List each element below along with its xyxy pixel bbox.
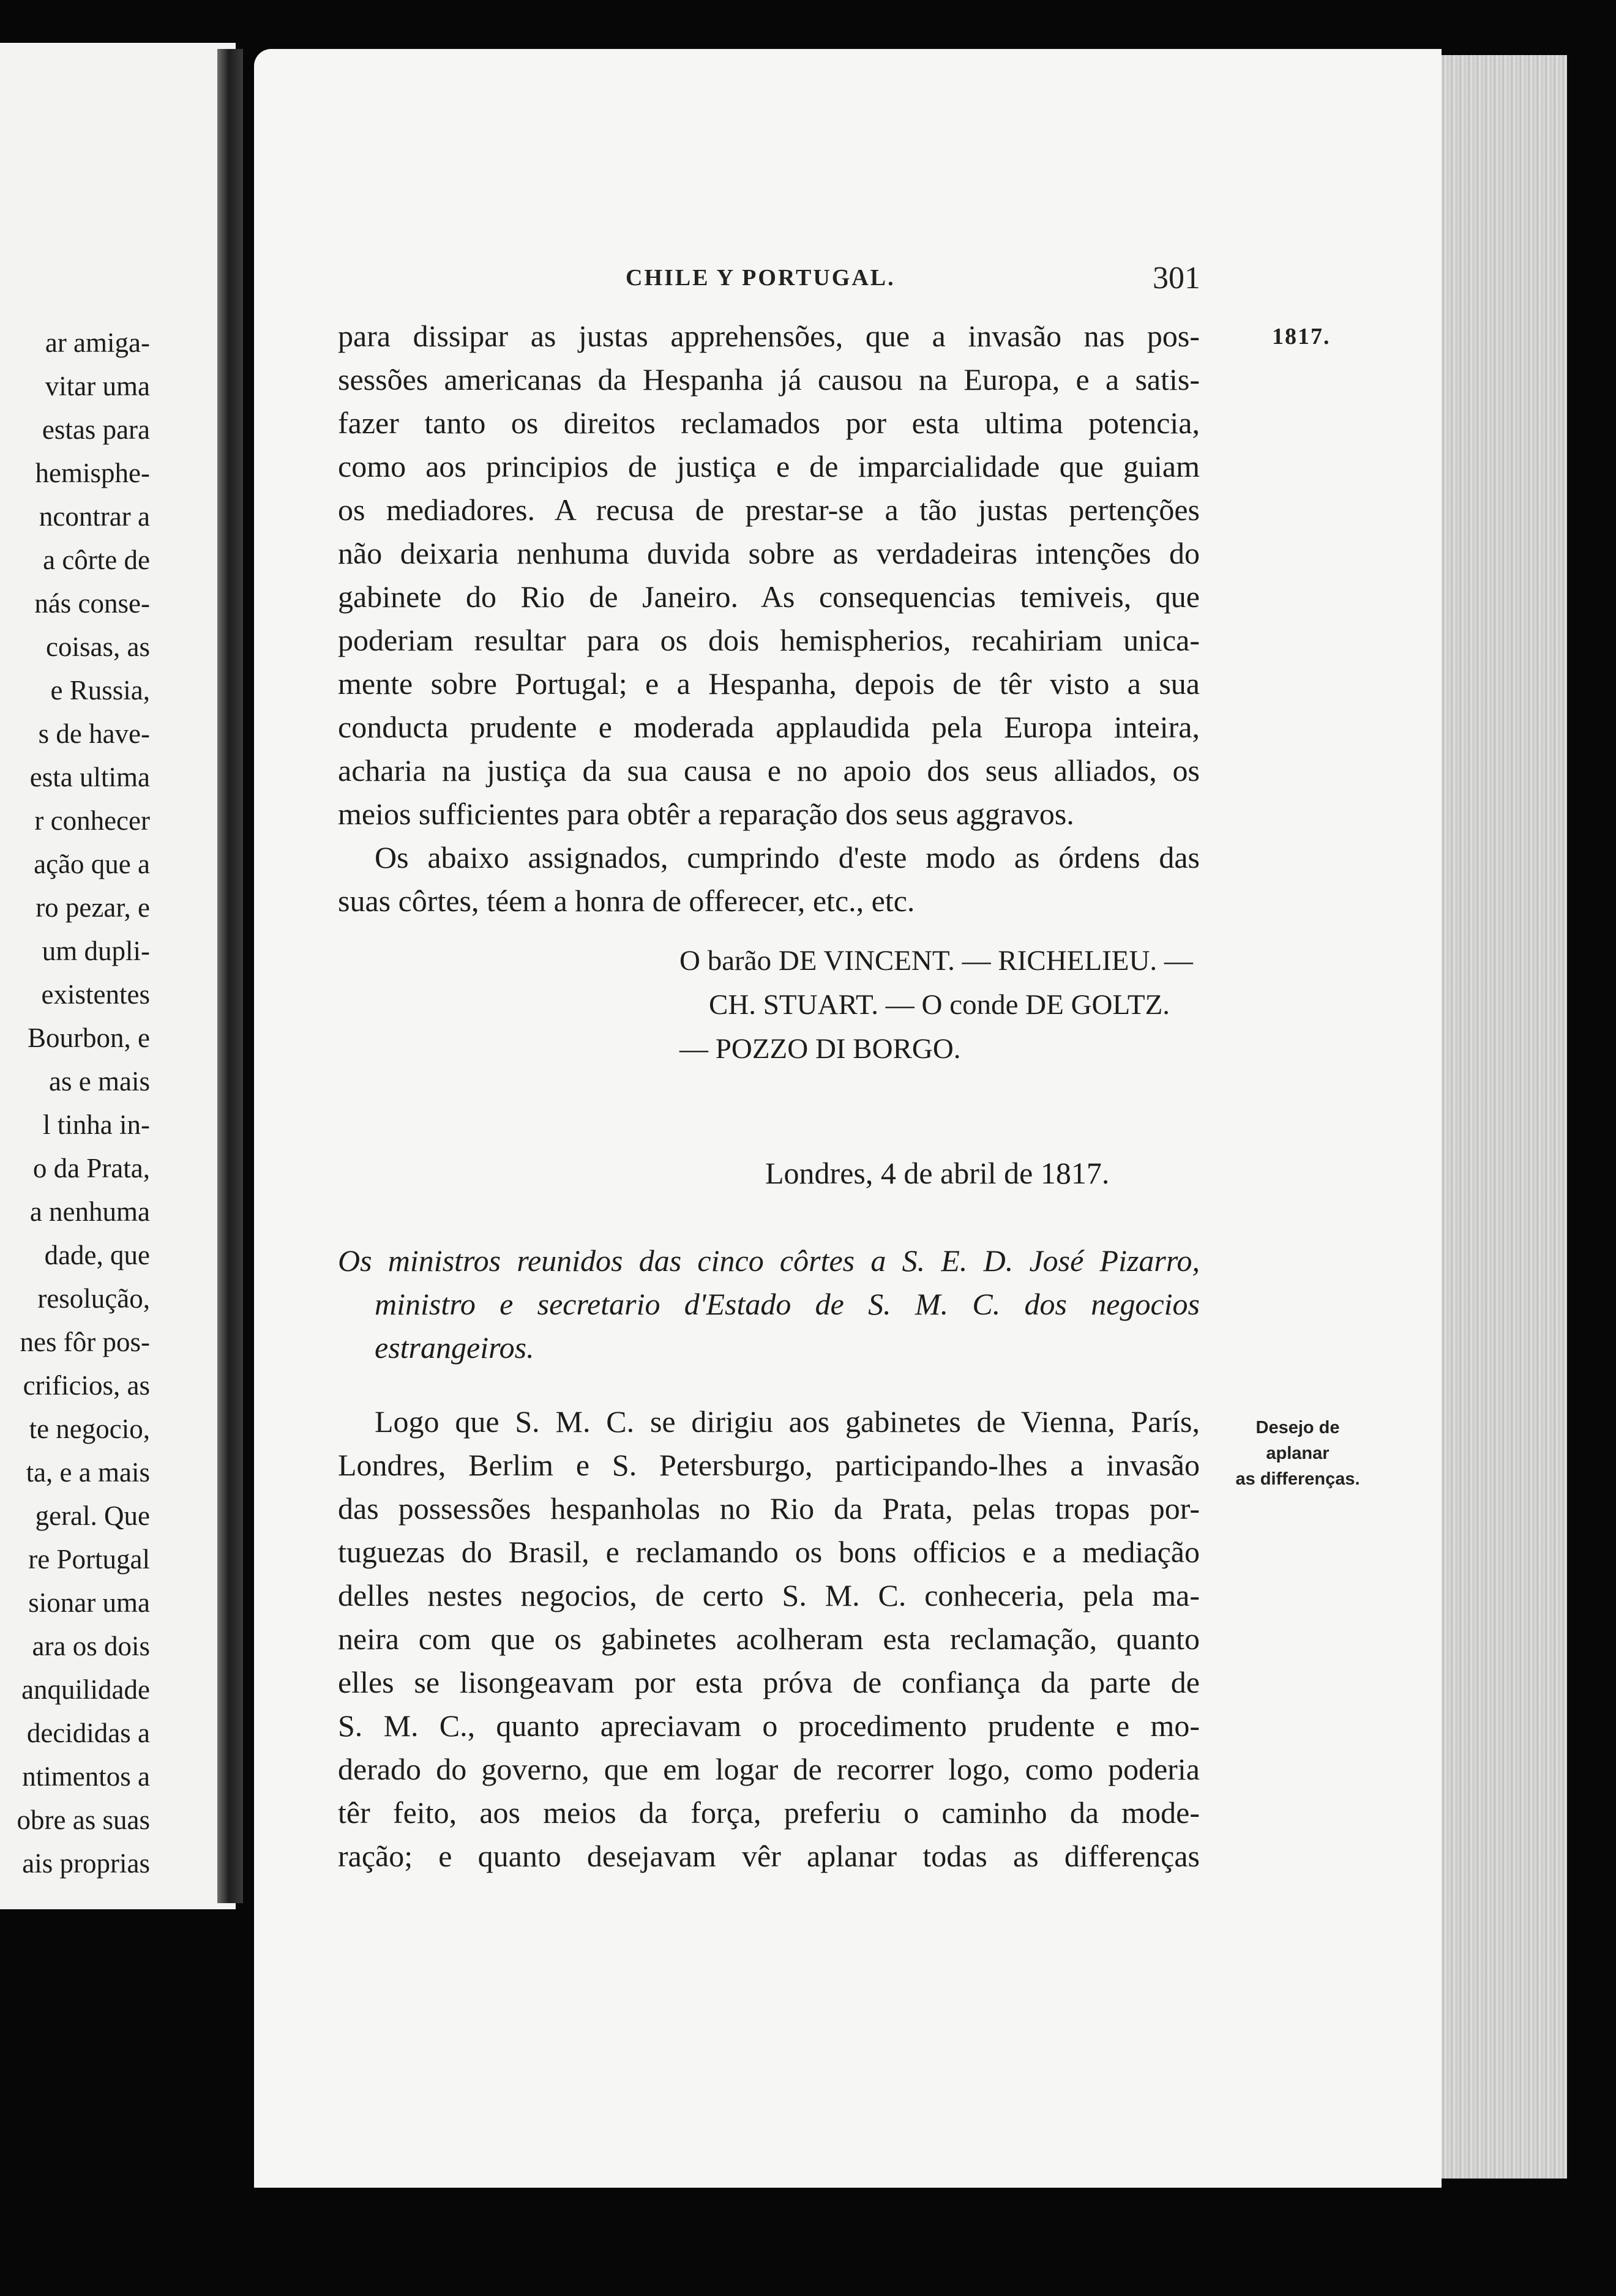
text-line: ração; e quanto desejavam vêr aplanar todas as differenças bbox=[338, 1839, 1200, 1873]
signature-line: — POZZO DI BORGO. bbox=[679, 1033, 961, 1065]
text-line: geral. Que bbox=[35, 1500, 150, 1531]
paragraph-2 bbox=[338, 836, 1200, 923]
text-line: a nenhuma bbox=[29, 1196, 150, 1227]
address-line: estrangeiros. bbox=[375, 1330, 534, 1365]
text-line: s de have- bbox=[38, 718, 150, 749]
text-line: poderiam resultar para os dois hemispherios, recahiriam unica- bbox=[338, 623, 1200, 657]
left-page-text bbox=[0, 321, 150, 1885]
text-line: S. M. C., quanto apreciavam o procedimento prudente e mo- bbox=[338, 1709, 1200, 1743]
text-line: ncontrar a bbox=[39, 501, 150, 532]
text-line: mente sobre Portugal; e a Hespanha, depois de têr visto a sua bbox=[338, 666, 1200, 701]
text-line: das possessões hespanholas no Rio da Prata, pelas tropas por- bbox=[338, 1491, 1200, 1526]
text-line: acharia na justiça da sua causa e no apoio dos seus alliados, os bbox=[338, 753, 1200, 788]
text-line: como aos principios de justiça e de imparcialidade que guiam bbox=[338, 449, 1200, 483]
margin-note-line: Desejo de aplanar bbox=[1255, 1418, 1340, 1463]
text-line: ara os dois bbox=[32, 1631, 150, 1661]
text-line: te negocio, bbox=[29, 1414, 150, 1444]
text-line: nás conse- bbox=[34, 588, 150, 619]
margin-note bbox=[1224, 1415, 1371, 1492]
running-head: CHILE Y PORTUGAL. bbox=[626, 265, 896, 291]
text-line: ta, e a mais bbox=[26, 1457, 150, 1488]
text-line: um dupli- bbox=[42, 936, 150, 966]
text-line: têr feito, aos meios da força, preferiu o caminho da mode- bbox=[338, 1795, 1200, 1830]
text-line: tuguezas do Brasil, e reclamando os bons officios e a mediação bbox=[338, 1535, 1200, 1569]
text-line: estas para bbox=[42, 414, 150, 445]
text-line: sionar uma bbox=[28, 1587, 150, 1618]
signatures bbox=[679, 939, 1193, 1071]
text-line: decididas a bbox=[26, 1718, 150, 1748]
text-line: neira com que os gabinetes acolheram esta reclamação, quanto bbox=[338, 1622, 1200, 1656]
text-line: esta ultima bbox=[29, 762, 150, 792]
text-line: ntimentos a bbox=[22, 1761, 150, 1792]
signature-line: CH. STUART. — O conde DE GOLTZ. bbox=[709, 989, 1170, 1021]
text-line: os mediadores. A recusa de prestar-se a tão justas pertenções bbox=[338, 493, 1200, 527]
text-line: coisas, as bbox=[46, 632, 150, 662]
text-line: existentes bbox=[41, 979, 150, 1010]
text-line: Os abaixo assignados, cumprindo d'este modo as órdens das bbox=[375, 840, 1200, 874]
text-line: não deixaria nenhuma duvida sobre as verdadeiras intenções do bbox=[338, 536, 1200, 570]
text-line: fazer tanto os direitos reclamados por esta ultima potencia, bbox=[338, 406, 1200, 440]
address-line: ministro e secretario d'Estado de S. M. C. dos negocios bbox=[375, 1287, 1200, 1321]
text-line: nes fôr pos- bbox=[20, 1327, 150, 1357]
text-line: Londres, Berlim e S. Petersburgo, participando-lhes a invasão bbox=[338, 1448, 1200, 1482]
paragraph-3 bbox=[338, 1400, 1200, 1878]
text-line: derado do governo, que em logar de recorrer logo, como poderia bbox=[338, 1752, 1200, 1786]
text-line: re Portugal bbox=[28, 1544, 150, 1575]
text-line: ro pezar, e bbox=[36, 892, 150, 923]
text-line: o da Prata, bbox=[32, 1153, 150, 1183]
text-line: vitar uma bbox=[45, 371, 150, 401]
page-number: 301 bbox=[1153, 261, 1200, 296]
text-line: crificios, as bbox=[23, 1370, 150, 1401]
dateline: Londres, 4 de abril de 1817. bbox=[765, 1156, 1110, 1190]
text-line: conducta prudente e moderada applaudida pela Europa inteira, bbox=[338, 710, 1200, 744]
text-line: l tinha in- bbox=[43, 1109, 150, 1140]
page-edges bbox=[1442, 55, 1567, 2179]
text-line: hemisphe- bbox=[35, 458, 150, 488]
text-line: suas côrtes, téem a honra de offerecer, etc., etc. bbox=[338, 884, 915, 918]
paragraph-1 bbox=[338, 315, 1200, 836]
text-line: Logo que S. M. C. se dirigiu aos gabinetes de Vienna, París, bbox=[375, 1404, 1200, 1439]
text-line: obre as suas bbox=[17, 1805, 150, 1835]
text-line: e Russia, bbox=[50, 675, 150, 706]
text-line: dade, que bbox=[44, 1240, 150, 1270]
text-line: ais proprias bbox=[22, 1848, 150, 1879]
text-line: ar amiga- bbox=[45, 327, 150, 358]
text-line: gabinete do Rio de Janeiro. As consequencias temiveis, que bbox=[338, 580, 1200, 614]
margin-note-line: as differenças. bbox=[1235, 1469, 1360, 1489]
margin-year: 1817. bbox=[1272, 324, 1331, 349]
text-line: anquilidade bbox=[21, 1674, 150, 1705]
text-line: delles nestes negocios, de certo S. M. C. conheceria, pela ma- bbox=[338, 1578, 1200, 1612]
text-line: meios sufficientes para obtêr a reparação dos seus aggravos. bbox=[338, 797, 1074, 831]
text-line: r conhecer bbox=[34, 805, 150, 836]
text-line: a côrte de bbox=[43, 545, 150, 575]
text-line: ação que a bbox=[34, 849, 150, 879]
letter-address bbox=[338, 1239, 1200, 1370]
left-facing-page bbox=[0, 43, 236, 1909]
text-line: resolução, bbox=[37, 1283, 150, 1314]
text-line: Bourbon, e bbox=[28, 1023, 150, 1053]
text-line: sessões americanas da Hespanha já causou na Europa, e a satis- bbox=[338, 362, 1200, 397]
text-line: para dissipar as justas apprehensões, que a invasão nas pos- bbox=[338, 319, 1200, 353]
text-line: elles se lisongeavam por esta próva de confiança da parte de bbox=[338, 1665, 1200, 1699]
text-line: as e mais bbox=[49, 1066, 150, 1097]
book-gutter bbox=[217, 49, 243, 1903]
signature-line: O barão DE VINCENT. — RICHELIEU. — bbox=[679, 945, 1193, 977]
address-line: Os ministros reunidos das cinco côrtes a S. E. D. José Pizarro, bbox=[338, 1243, 1200, 1278]
